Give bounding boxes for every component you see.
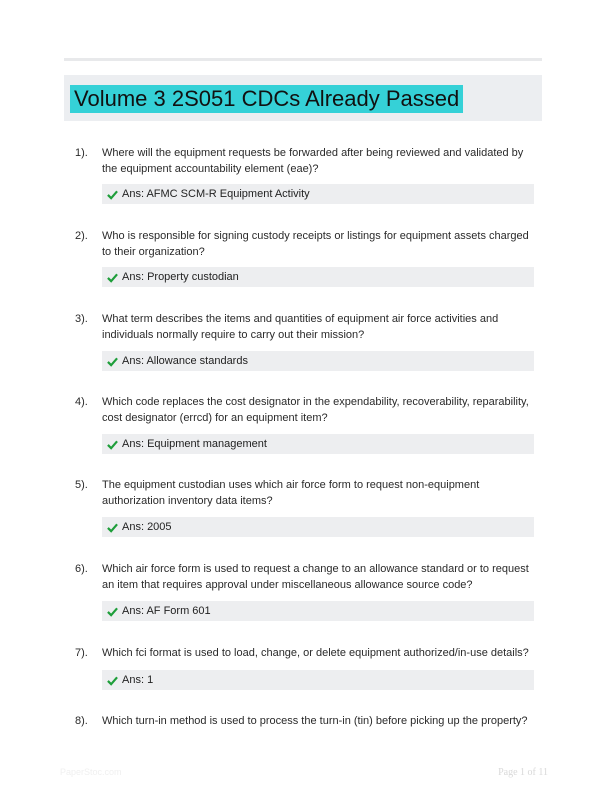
question-item (0, 713, 606, 733)
check-icon (107, 272, 118, 283)
answer-text: Ans: Allowance standards (122, 355, 248, 367)
answer-text: Ans: 2005 (122, 521, 172, 533)
check-icon (107, 675, 118, 686)
answer-text: Ans: AFMC SCM-R Equipment Activity (122, 188, 310, 200)
question-text: Which fci format is used to load, change, or delete equipment authorized/in-use details? (102, 647, 529, 659)
question-item (0, 477, 606, 557)
question-text: The equipment custodian uses which air force form to request non-equipment authorization inventory data items? (102, 479, 480, 507)
question-number: 3). (75, 313, 88, 325)
question-text: Which air force form is used to request a change to an allowance standard or to request an item that requires approval under miscellaneous allowance source code? (102, 563, 529, 591)
check-icon (107, 189, 118, 200)
question-text: Who is responsible for signing custody receipts or listings for equipment assets charged to their organization? (102, 230, 529, 258)
question-number: 7). (75, 647, 88, 659)
answer-box (102, 267, 534, 287)
question-number: 4). (75, 396, 88, 408)
question-item (0, 145, 606, 225)
page-number: Page 1 of 11 (498, 767, 548, 778)
check-icon (107, 606, 118, 617)
answer-box (102, 601, 534, 621)
answer-text: Ans: 1 (122, 674, 154, 686)
answer-box (102, 351, 534, 371)
question-number: 2). (75, 230, 88, 242)
check-icon (107, 439, 118, 450)
question-text: What term describes the items and quantities of equipment air force activities and individuals normally require to carry out their mission? (102, 313, 499, 341)
top-divider (64, 58, 542, 61)
answer-box (102, 434, 534, 454)
answer-box (102, 670, 534, 690)
question-text: Which code replaces the cost designator in the expendability, recoverability, reparability, cost designator (errcd) for an equipment item? (102, 396, 529, 424)
question-item (0, 311, 606, 391)
question-text: Which turn-in method is used to process the turn-in (tin) before picking up the property? (102, 715, 528, 727)
question-item (0, 228, 606, 308)
answer-box (102, 517, 534, 537)
question-number: 6). (75, 563, 88, 575)
footer-watermark: PaperStoc.com (60, 767, 122, 777)
check-icon (107, 356, 118, 367)
question-number: 1). (75, 147, 88, 159)
question-text: Where will the equipment requests be forwarded after being reviewed and validated by the equipment accountability element (eae)? (102, 147, 524, 175)
answer-text: Ans: Property custodian (122, 271, 239, 283)
question-item (0, 561, 606, 641)
question-item (0, 394, 606, 474)
question-number: 8). (75, 715, 88, 727)
document-title: Volume 3 2S051 CDCs Already Passed (70, 85, 463, 113)
question-number: 5). (75, 479, 88, 491)
answer-text: Ans: Equipment management (122, 438, 267, 450)
answer-text: Ans: AF Form 601 (122, 605, 211, 617)
check-icon (107, 522, 118, 533)
answer-box (102, 184, 534, 204)
